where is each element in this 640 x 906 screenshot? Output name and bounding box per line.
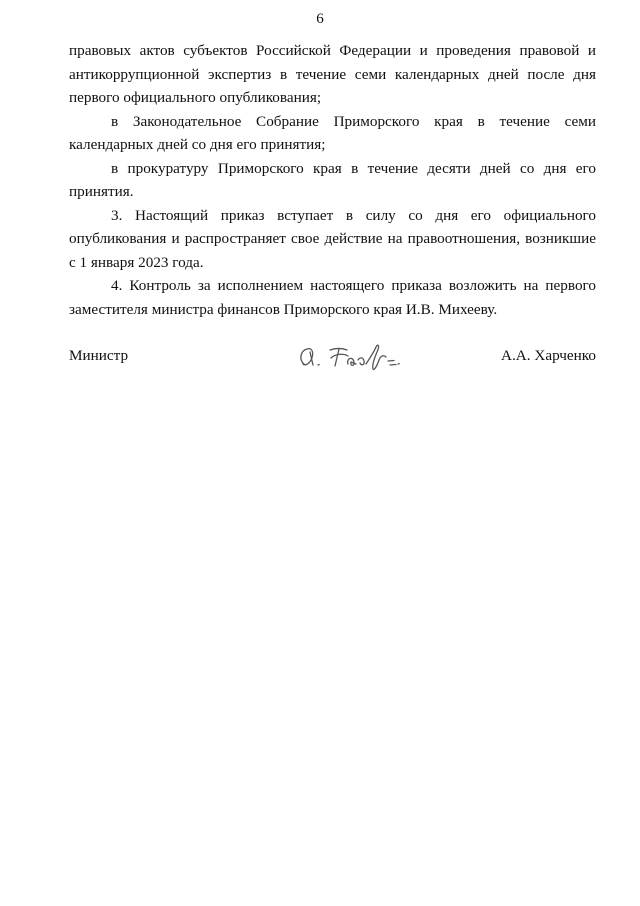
paragraph-continuation: правовых актов субъектов Российской Федерации и проведения правовой и антикоррупционной экспертиз в течение семи календарных дней после дня первого официального опубликования; [69,42,596,106]
paragraph-item-3: 3. Настоящий приказ вступает в силу со дня его официального опубликования и распространяет свое действие на правоотношения, возникшие с 1 января 2023 года. [69,206,596,271]
paragraph-prosecutor-office: в прокуратуру Приморского края в течение десяти дней со дня его принятия. [69,159,596,200]
handwritten-signature [290,338,420,374]
page-number: 6 [316,11,324,27]
signatory-name: А.А. Харченко [501,347,596,364]
paragraph-legislative-assembly: в Законодательное Собрание Приморского края в течение семи календарных дней со дня его принятия; [69,112,596,153]
signature-block [69,338,596,378]
paragraph-item-4: 4. Контроль за исполнением настоящего приказа возложить на первого заместителя министра финансов Приморского края И.В. Михееву. [69,277,596,318]
signatory-title: Министр [69,347,129,364]
document-body [69,39,596,321]
